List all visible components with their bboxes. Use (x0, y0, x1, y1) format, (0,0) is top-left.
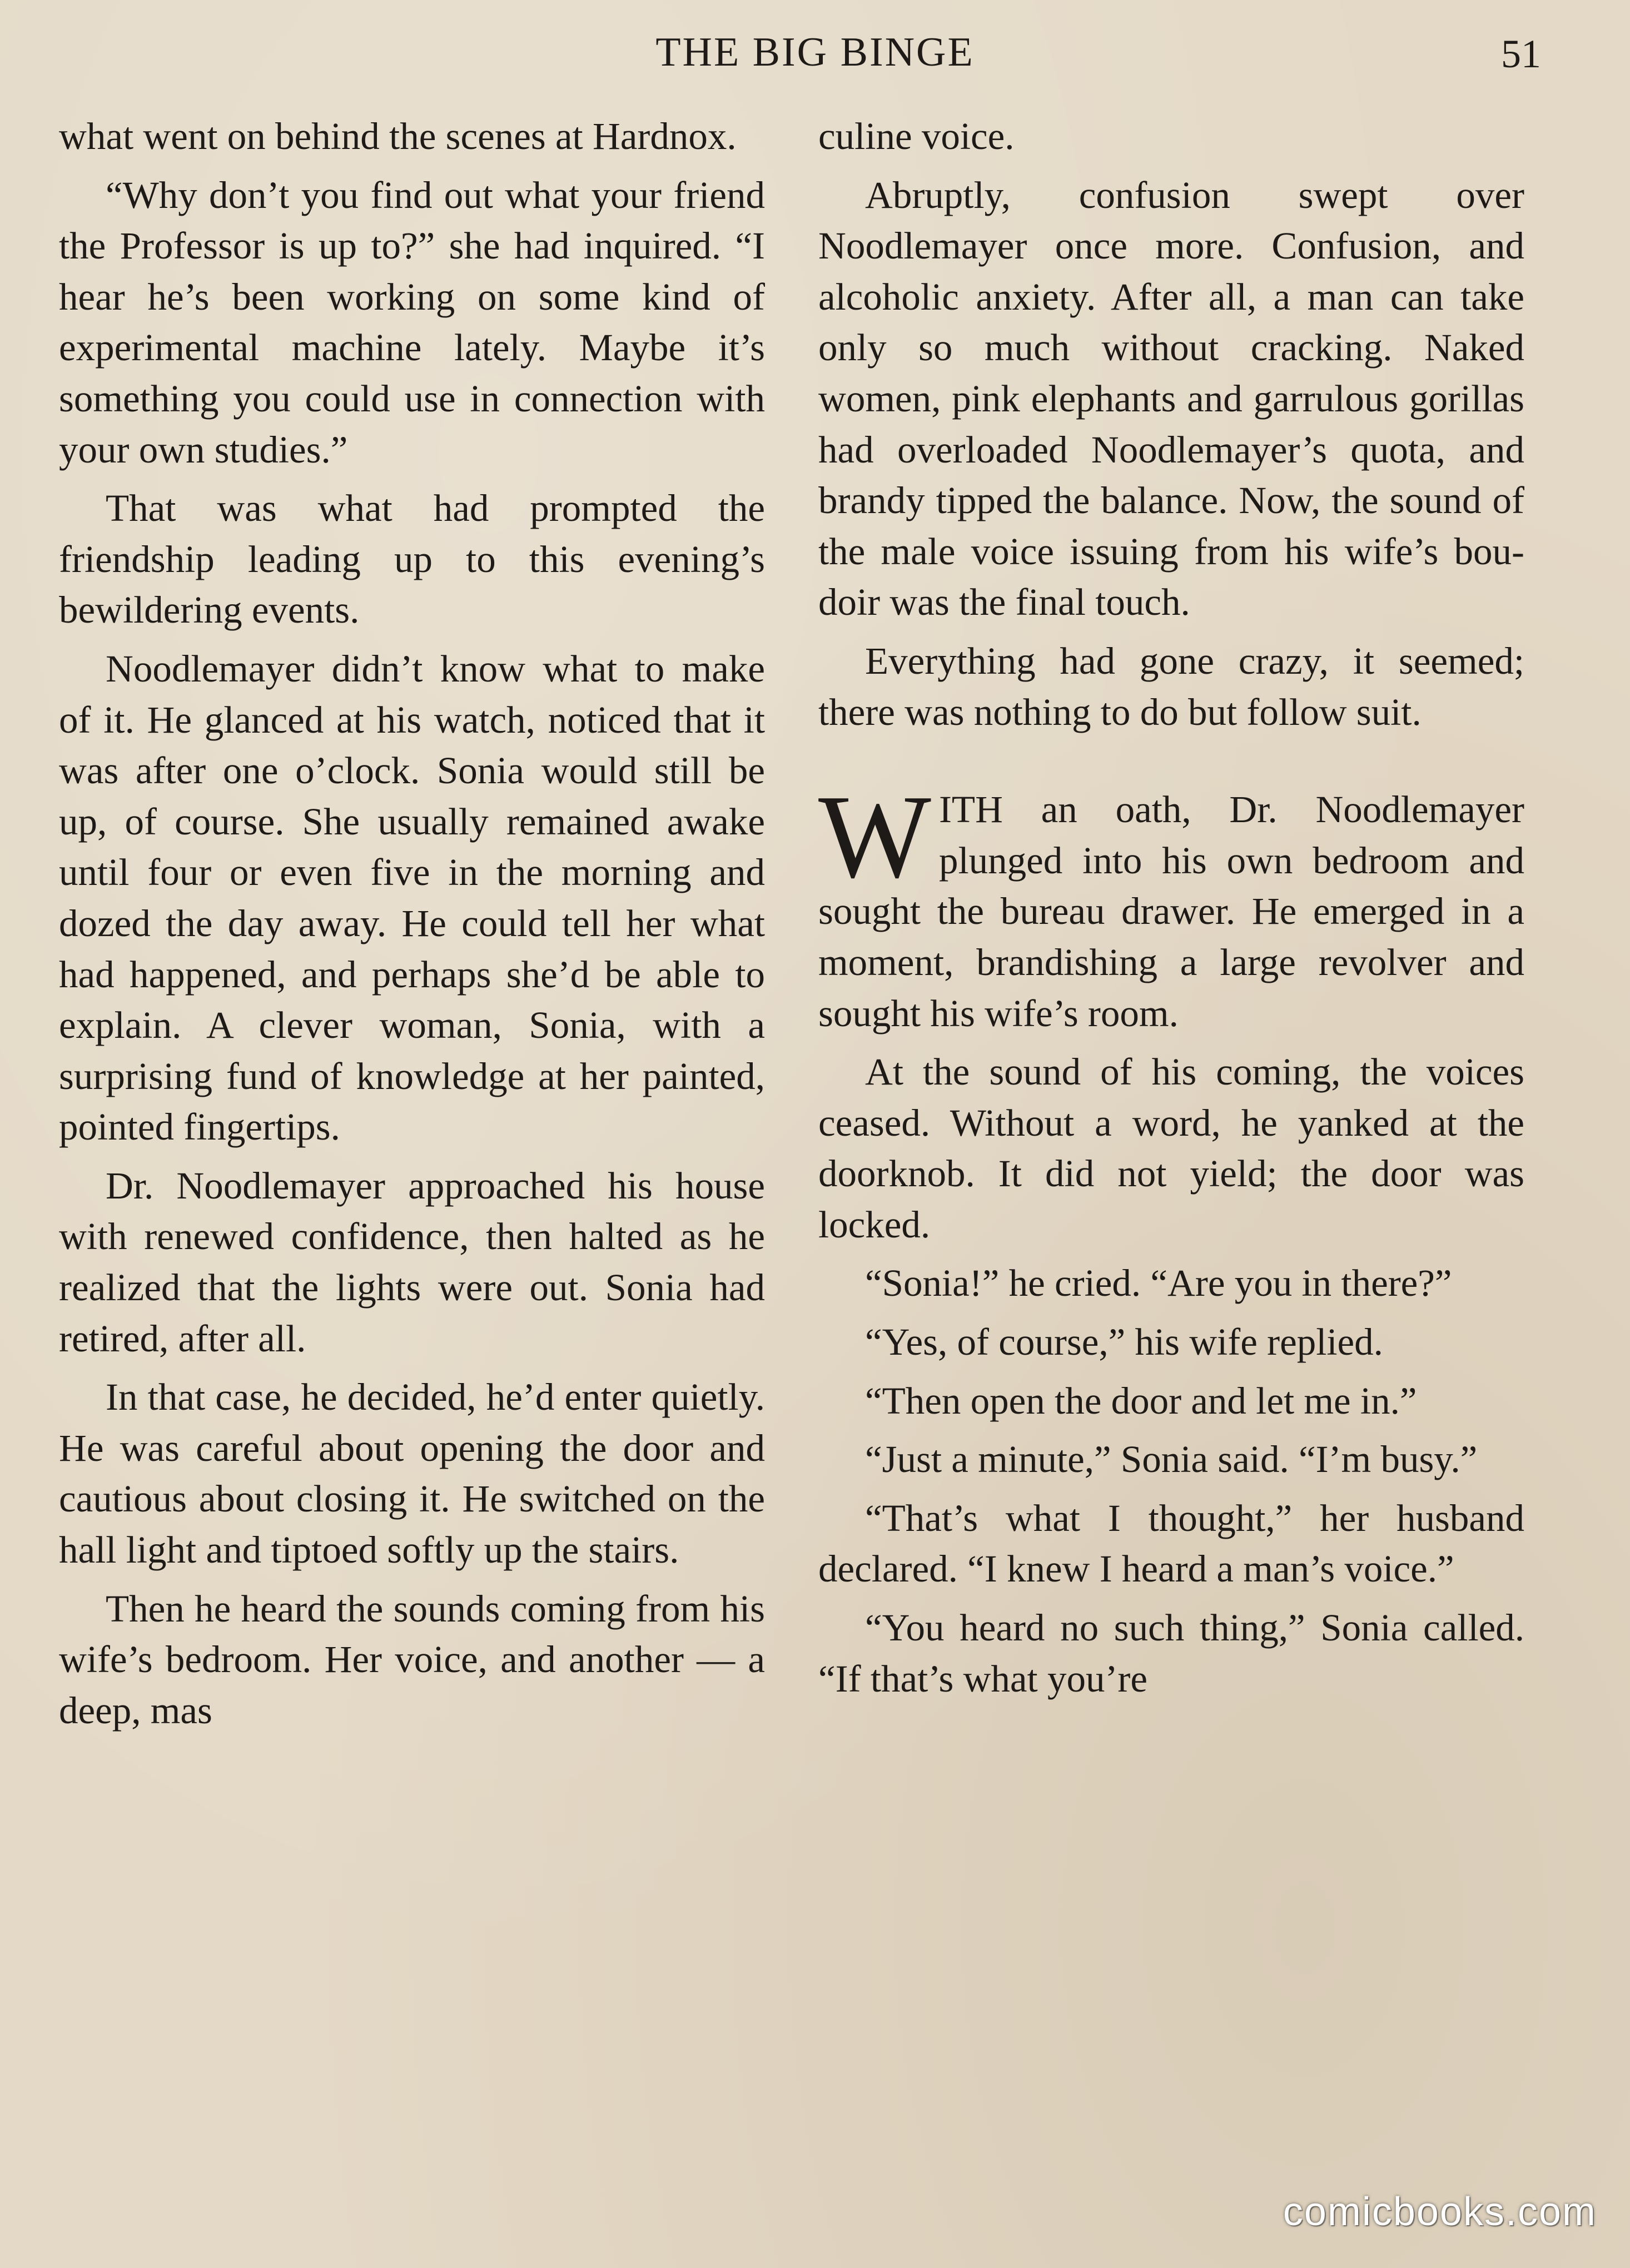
paragraph: At the sound of his coming, the voices ceased. Without a word, he yanked at the doorknob. It did not yield; the door was locked. (818, 1051, 1524, 1246)
site-watermark: comicbooks.com (1283, 2190, 1597, 2234)
right-column-upper (818, 111, 1524, 738)
paragraph: “Then open the door and let me in.” (865, 1379, 1417, 1422)
right-column-lower (818, 1047, 1524, 1704)
paragraph: “Yes, of course,” his wife replied. (865, 1321, 1383, 1364)
page-header (0, 29, 1630, 90)
running-title: THE BIG BINGE (655, 29, 975, 75)
paragraph: Everything had gone crazy, it seemed; there was nothing to do but follow suit. (818, 639, 1524, 733)
paragraph: Abruptly, confusion swept over Noodlemayer once more. Confusion, and alcoholic anxiety. After all, a man can take only so much without cracking. Naked women, pink elephants and garrulous gorillas had overloaded Noodlemayer’s quota, and brandy tipped the balance. Now, the sound of the male voice issuing from his wife’s boudoir was the final touch. (818, 173, 1524, 624)
paragraph: Noodlemayer didn’t know what to make of it. He glanced at his watch, noticed that it was after one o’clock. Sonia would still be up, of course. She usually remained awake until four or even five in the morning and dozed the day away. He could tell her what had happened, and perhaps she’d be able to explain. A clever woman, Sonia, with a surprising fund of knowledge at her painted, pointed fingertips. (59, 647, 765, 1148)
paragraph: That was what had prompted the friendship leading up to this evening’s bewildering events. (59, 487, 765, 631)
paragraph: “Just a minute,” Sonia said. “I’m busy.” (865, 1438, 1478, 1481)
paragraph: Dr. Noodlemayer approached his house with renewed confidence, then halted as he realized that the lights were out. Sonia had retired, after all. (59, 1164, 765, 1360)
paragraph: culine voice. (818, 115, 1015, 157)
paragraph: “That’s what I thought,” her husband declared. “I knew I heard a man’s voice.” (818, 1496, 1524, 1590)
dropcap-paragraph-text: ITH an oath, Dr. Noodlemayer plunged into his own bedroom and sought the bureau drawer. He emerged in a moment, brandishing a large revolver and sought his wife’s room. (818, 788, 1524, 1034)
paragraph: “Why don’t you find out what your friend the Professor is up to?” she had inquired. “I hear he’s been working on some kind of experimental machine lately. Maybe it’s something you could use in connection with your own studies.” (59, 173, 765, 471)
drop-cap-letter: W (818, 770, 931, 903)
dropcap-paragraph (818, 770, 1524, 1039)
paragraph: Then he heard the sounds coming from his wife’s bedroom. Her voice, and another — a deep, mas (59, 1587, 765, 1732)
right-column (818, 111, 1524, 1712)
page-number: 51 (1501, 32, 1541, 76)
paragraph: “Sonia!” he cried. “Are you in there?” (865, 1262, 1452, 1305)
left-column (59, 111, 765, 1744)
paragraph: In that case, he decided, he’d enter quietly. He was careful about opening the door and cautious about closing it. He switched on the hall light and tiptoed softly up the stairs. (59, 1376, 765, 1571)
paragraph: “You heard no such thing,” Sonia called. “If that’s what you’re (818, 1606, 1524, 1700)
paragraph: what went on behind the scenes at Hardnox. (59, 115, 737, 157)
